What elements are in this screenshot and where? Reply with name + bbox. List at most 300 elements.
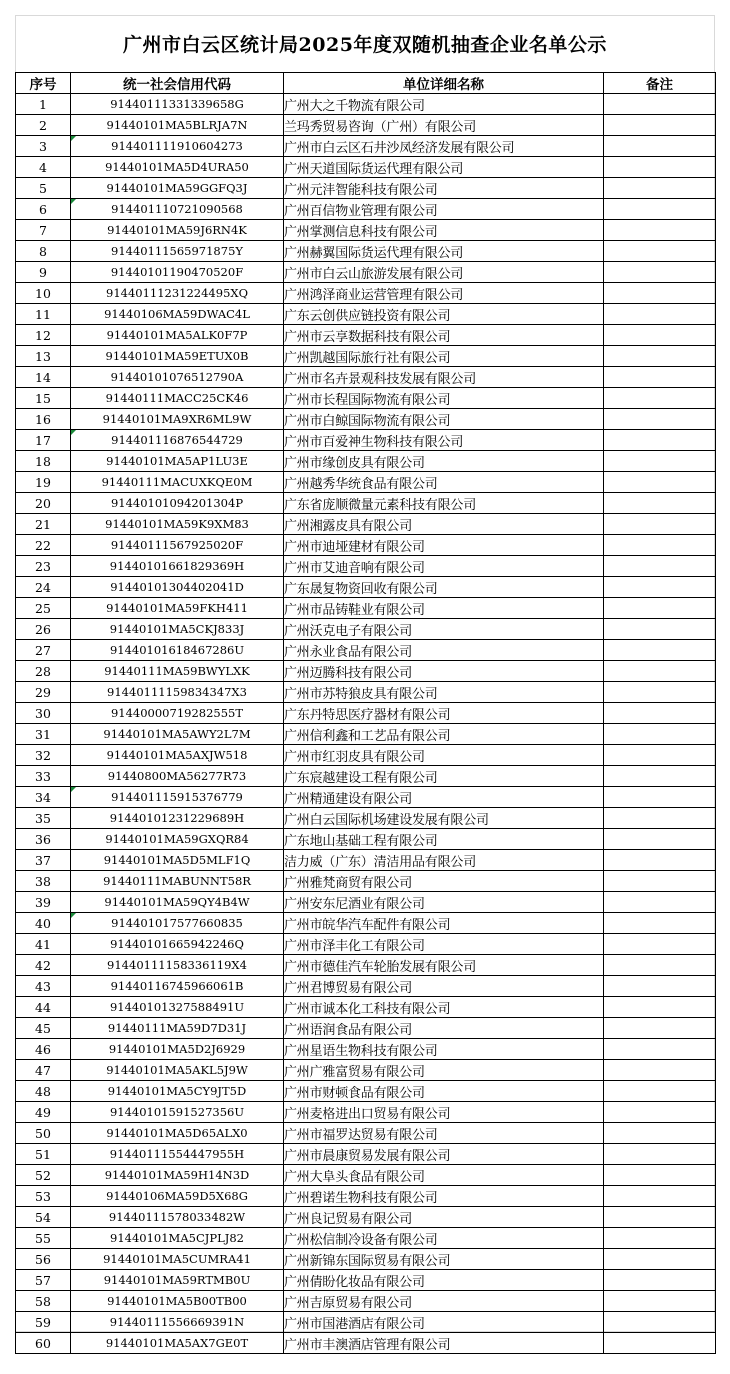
cell-note [604, 1291, 716, 1312]
credit-code-text: 91440101661829369H [110, 559, 244, 573]
cell-company-name: 广州市长程国际物流有限公司 [284, 388, 604, 409]
cell-company-name: 广州精通建设有限公司 [284, 787, 604, 808]
cell-note [604, 1333, 716, 1354]
table-row [16, 1081, 716, 1102]
cell-seq: 54 [16, 1207, 71, 1228]
cell-seq: 41 [16, 934, 71, 955]
cell-company-name: 广州新锦东国际贸易有限公司 [284, 1249, 604, 1270]
page-title: 广州市白云区统计局2025年度双随机抽查企业名单公示 [15, 15, 715, 71]
cell-seq: 13 [16, 346, 71, 367]
cell-company-name: 广州市泽丰化工有限公司 [284, 934, 604, 955]
cell-seq: 48 [16, 1081, 71, 1102]
cell-seq: 55 [16, 1228, 71, 1249]
cell-seq: 3 [16, 136, 71, 157]
cell-credit-code [71, 283, 284, 304]
cell-credit-code [71, 1102, 284, 1123]
credit-code-text: 91440101MA5BLRJA7N [107, 118, 248, 132]
cell-note [604, 703, 716, 724]
cell-seq: 32 [16, 745, 71, 766]
cell-credit-code [71, 325, 284, 346]
cell-seq: 34 [16, 787, 71, 808]
credit-code-text: 914401116876544729 [111, 433, 243, 447]
empty-row [16, 1354, 716, 1374]
cell-seq: 52 [16, 1165, 71, 1186]
cell-credit-code [71, 94, 284, 115]
credit-code-text: 91440101190470520F [111, 265, 243, 279]
cell-company-name: 洁力威（广东）清洁用品有限公司 [284, 850, 604, 871]
cell-credit-code [71, 430, 284, 451]
cell-seq: 57 [16, 1270, 71, 1291]
cell-seq: 17 [16, 430, 71, 451]
cell-company-name: 广东晟复物资回收有限公司 [284, 577, 604, 598]
cell-note [604, 745, 716, 766]
table-row [16, 913, 716, 934]
table-row [16, 997, 716, 1018]
credit-code-text: 91440101MA59RTMB0U [104, 1273, 251, 1287]
table-row [16, 367, 716, 388]
cell-note [604, 682, 716, 703]
credit-code-text: 91440101MA5AXJW518 [107, 748, 248, 762]
cell-note [604, 451, 716, 472]
credit-code-text: 914401017577660835 [111, 916, 243, 930]
table-row [16, 619, 716, 640]
cell-note [604, 661, 716, 682]
table-row [16, 1186, 716, 1207]
credit-code-text: 91440111556669391N [110, 1315, 244, 1329]
table-row [16, 514, 716, 535]
cell-comment-marker-icon [71, 787, 76, 792]
cell-note [604, 388, 716, 409]
credit-code-text: 91440101MA5AP1LU3E [106, 454, 248, 468]
cell-company-name: 广州沃克电子有限公司 [284, 619, 604, 640]
table-row [16, 577, 716, 598]
credit-code-text: 91440101MA9XR6ML9W [103, 412, 252, 426]
table-row [16, 682, 716, 703]
table-row [16, 934, 716, 955]
table-row [16, 976, 716, 997]
cell-company-name: 广州良记贸易有限公司 [284, 1207, 604, 1228]
cell-credit-code [71, 1081, 284, 1102]
cell-note [604, 1270, 716, 1291]
cell-note [604, 241, 716, 262]
header-note: 备注 [604, 73, 716, 94]
credit-code-text: 91440106MA59D5X68G [106, 1189, 248, 1203]
cell-seq: 25 [16, 598, 71, 619]
cell-seq: 49 [16, 1102, 71, 1123]
table-row [16, 178, 716, 199]
table-row [16, 157, 716, 178]
cell-credit-code [71, 976, 284, 997]
credit-code-text: 91440101MA5D5MLF1Q [104, 853, 251, 867]
cell-seq: 37 [16, 850, 71, 871]
cell-note [604, 493, 716, 514]
cell-company-name: 广州天道国际货运代理有限公司 [284, 157, 604, 178]
cell-credit-code [71, 367, 284, 388]
table-row [16, 1228, 716, 1249]
credit-code-text: 91440101MA5AWY2L7M [103, 727, 250, 741]
cell-credit-code [71, 577, 284, 598]
cell-note [604, 1312, 716, 1333]
cell-note [604, 934, 716, 955]
cell-seq: 12 [16, 325, 71, 346]
cell-credit-code [71, 724, 284, 745]
cell-note [604, 1102, 716, 1123]
cell-seq: 47 [16, 1060, 71, 1081]
cell-credit-code [71, 304, 284, 325]
credit-code-text: 91440111565971875Y [111, 244, 243, 258]
cell-company-name: 广州百信物业管理有限公司 [284, 199, 604, 220]
cell-seq: 7 [16, 220, 71, 241]
cell-seq: 24 [16, 577, 71, 598]
credit-code-text: 91440101MA59ETUX0B [106, 349, 249, 363]
credit-code-text: 91440101MA59FKH411 [106, 601, 248, 615]
cell-seq: 53 [16, 1186, 71, 1207]
table-row [16, 1165, 716, 1186]
cell-company-name: 广州倩盼化妆品有限公司 [284, 1270, 604, 1291]
cell-note [604, 325, 716, 346]
table-row [16, 283, 716, 304]
cell-seq: 19 [16, 472, 71, 493]
cell-company-name: 广州吉原贸易有限公司 [284, 1291, 604, 1312]
cell-credit-code [71, 1018, 284, 1039]
cell-company-name: 广州白云国际机场建设发展有限公司 [284, 808, 604, 829]
cell-note [604, 262, 716, 283]
table-row [16, 1039, 716, 1060]
cell-company-name: 广州大阜头食品有限公司 [284, 1165, 604, 1186]
cell-note [604, 724, 716, 745]
credit-code-text: 91440111231224495XQ [106, 286, 248, 300]
cell-company-name: 广州迈腾科技有限公司 [284, 661, 604, 682]
cell-seq: 40 [16, 913, 71, 934]
cell-note [604, 535, 716, 556]
table-row [16, 1270, 716, 1291]
credit-code-text: 91440101076512790A [111, 370, 244, 384]
cell-company-name: 广州信利鑫和工艺品有限公司 [284, 724, 604, 745]
cell-seq: 21 [16, 514, 71, 535]
credit-code-text: 91440111331339658G [110, 97, 244, 111]
credit-code-text: 91440101MA5AKL5J9W [106, 1063, 248, 1077]
cell-company-name: 广州赫翼国际货运代理有限公司 [284, 241, 604, 262]
table-row [16, 1144, 716, 1165]
credit-code-text: 91440101304402041D [110, 580, 244, 594]
cell-note [604, 577, 716, 598]
cell-credit-code [71, 388, 284, 409]
credit-code-text: 91440000719282555T [111, 706, 243, 720]
cell-company-name: 广州市白云山旅游发展有限公司 [284, 262, 604, 283]
credit-code-text: 914401115915376779 [111, 790, 243, 804]
cell-company-name: 广州市缘创皮具有限公司 [284, 451, 604, 472]
credit-code-text: 91440111MACC25CK46 [106, 391, 249, 405]
cell-company-name: 广州市苏特狼皮具有限公司 [284, 682, 604, 703]
table-row [16, 1312, 716, 1333]
cell-company-name: 广州湘露皮具有限公司 [284, 514, 604, 535]
table-row [16, 871, 716, 892]
cell-note [604, 871, 716, 892]
cell-company-name: 广东地山基础工程有限公司 [284, 829, 604, 850]
cell-company-name: 广州市国港酒店有限公司 [284, 1312, 604, 1333]
credit-code-text: 91440101MA5AX7GE0T [106, 1336, 248, 1350]
cell-credit-code [71, 262, 284, 283]
table-header-row [16, 73, 716, 94]
cell-note [604, 430, 716, 451]
cell-company-name: 广东宸越建设工程有限公司 [284, 766, 604, 787]
cell-company-name: 广东丹特思医疗器材有限公司 [284, 703, 604, 724]
cell-note [604, 94, 716, 115]
table-row [16, 493, 716, 514]
credit-code-text: 91440106MA59DWAC4L [104, 307, 250, 321]
cell-credit-code [71, 871, 284, 892]
credit-code-text: 91440111MABUNNT58R [103, 874, 251, 888]
credit-code-text: 91440101MA59J6RN4K [107, 223, 247, 237]
cell-credit-code [71, 997, 284, 1018]
cell-credit-code [71, 682, 284, 703]
cell-seq: 35 [16, 808, 71, 829]
cell-seq: 27 [16, 640, 71, 661]
table-row [16, 598, 716, 619]
cell-seq: 20 [16, 493, 71, 514]
cell-seq: 11 [16, 304, 71, 325]
cell-company-name: 广州掌测信息科技有限公司 [284, 220, 604, 241]
cell-note [604, 1165, 716, 1186]
cell-credit-code [71, 493, 284, 514]
cell-credit-code [71, 934, 284, 955]
table-row [16, 388, 716, 409]
cell-company-name: 广州市诚本化工科技有限公司 [284, 997, 604, 1018]
cell-company-name: 广州市皖华汽车配件有限公司 [284, 913, 604, 934]
cell-note [604, 514, 716, 535]
cell-company-name: 广州市品铸鞋业有限公司 [284, 598, 604, 619]
cell-credit-code [71, 766, 284, 787]
header-company-name: 单位详细名称 [284, 73, 604, 94]
cell-seq: 56 [16, 1249, 71, 1270]
table-row [16, 241, 716, 262]
cell-seq: 31 [16, 724, 71, 745]
cell-seq: 26 [16, 619, 71, 640]
cell-seq: 39 [16, 892, 71, 913]
cell-credit-code [71, 514, 284, 535]
cell-seq: 9 [16, 262, 71, 283]
table-row [16, 451, 716, 472]
cell-seq: 5 [16, 178, 71, 199]
credit-code-text: 91440101MA5CKJ833J [110, 622, 245, 636]
cell-credit-code [71, 829, 284, 850]
table-row [16, 661, 716, 682]
cell-note [604, 556, 716, 577]
cell-note [604, 1186, 716, 1207]
cell-company-name: 兰玛秀贸易咨询（广州）有限公司 [284, 115, 604, 136]
cell-seq: 44 [16, 997, 71, 1018]
credit-code-text: 91440111MA59BWYLXK [104, 664, 250, 678]
table-row [16, 850, 716, 871]
cell-credit-code [71, 1291, 284, 1312]
cell-seq: 30 [16, 703, 71, 724]
credit-code-text: 91440101MA5D65ALX0 [106, 1126, 247, 1140]
cell-credit-code [71, 808, 284, 829]
cell-credit-code [71, 220, 284, 241]
cell-note [604, 850, 716, 871]
cell-company-name: 广州元沣智能科技有限公司 [284, 178, 604, 199]
table-row [16, 703, 716, 724]
cell-note [604, 1081, 716, 1102]
cell-company-name: 广州市白鲸国际物流有限公司 [284, 409, 604, 430]
header-credit-code: 统一社会信用代码 [71, 73, 284, 94]
cell-credit-code [71, 1312, 284, 1333]
cell-note [604, 136, 716, 157]
credit-code-text: 91440101MA5D2J6929 [109, 1042, 245, 1056]
cell-note [604, 304, 716, 325]
cell-note [604, 1039, 716, 1060]
cell-company-name: 广东省庞顺微量元素科技有限公司 [284, 493, 604, 514]
cell-note [604, 1060, 716, 1081]
table-row [16, 325, 716, 346]
cell-seq: 8 [16, 241, 71, 262]
cell-note [604, 178, 716, 199]
table-row [16, 745, 716, 766]
cell-credit-code [71, 115, 284, 136]
cell-credit-code [71, 1144, 284, 1165]
table-row [16, 199, 716, 220]
cell-note [604, 1144, 716, 1165]
cell-company-name: 广州市名卉景观科技发展有限公司 [284, 367, 604, 388]
cell-credit-code [71, 535, 284, 556]
cell-note [604, 1207, 716, 1228]
cell-credit-code [71, 199, 284, 220]
cell-seq: 22 [16, 535, 71, 556]
cell-note [604, 913, 716, 934]
cell-comment-marker-icon [71, 913, 76, 918]
cell-seq: 45 [16, 1018, 71, 1039]
cell-seq: 6 [16, 199, 71, 220]
cell-note [604, 115, 716, 136]
table-row [16, 724, 716, 745]
cell-company-name: 广州越秀华统食品有限公司 [284, 472, 604, 493]
cell-note [604, 1018, 716, 1039]
cell-seq: 33 [16, 766, 71, 787]
cell-comment-marker-icon [71, 199, 76, 204]
cell-seq: 43 [16, 976, 71, 997]
cell-credit-code [71, 1270, 284, 1291]
cell-credit-code [71, 136, 284, 157]
cell-credit-code [71, 661, 284, 682]
table-row [16, 1207, 716, 1228]
cell-company-name: 广州麦格进出口贸易有限公司 [284, 1102, 604, 1123]
table-row [16, 304, 716, 325]
credit-code-text: 91440111567925020F [111, 538, 243, 552]
cell-credit-code [71, 1249, 284, 1270]
cell-seq: 10 [16, 283, 71, 304]
table-row [16, 535, 716, 556]
cell-credit-code [71, 598, 284, 619]
cell-credit-code [71, 178, 284, 199]
credit-code-text: 91440101MA59H14N3D [105, 1168, 250, 1182]
credit-code-text: 91440101MA5CY9JT5D [108, 1084, 246, 1098]
credit-code-text: 914401111910604273 [111, 139, 243, 153]
table-row [16, 409, 716, 430]
cell-note [604, 976, 716, 997]
credit-code-text: 91440101591527356U [110, 1105, 244, 1119]
cell-company-name: 广州鸿泽商业运营管理有限公司 [284, 283, 604, 304]
cell-company-name: 广州大之千物流有限公司 [284, 94, 604, 115]
cell-credit-code [71, 892, 284, 913]
cell-credit-code [71, 1039, 284, 1060]
credit-code-text: 91440101094201304P [111, 496, 243, 510]
cell-note [604, 766, 716, 787]
cell-seq: 29 [16, 682, 71, 703]
table-row [16, 472, 716, 493]
credit-code-text: 91440101MA5B00TB00 [107, 1294, 247, 1308]
cell-company-name: 广州碧诺生物科技有限公司 [284, 1186, 604, 1207]
cell-note [604, 283, 716, 304]
cell-note [604, 598, 716, 619]
credit-code-text: 91440101MA59GXQR84 [105, 832, 248, 846]
empty-cell [604, 1354, 716, 1374]
credit-code-text: 91440101MA59GGFQ3J [107, 181, 248, 195]
table-row [16, 1333, 716, 1354]
table-row [16, 262, 716, 283]
credit-code-text: 91440101665942246Q [110, 937, 244, 951]
cell-seq: 42 [16, 955, 71, 976]
cell-company-name: 广州市云享数据科技有限公司 [284, 325, 604, 346]
cell-credit-code [71, 745, 284, 766]
cell-credit-code [71, 409, 284, 430]
cell-note [604, 1249, 716, 1270]
cell-credit-code [71, 1123, 284, 1144]
cell-seq: 14 [16, 367, 71, 388]
empty-cell [71, 1354, 284, 1374]
credit-code-text: 91440101MA5CUMRA41 [103, 1252, 251, 1266]
cell-company-name: 广东云创供应链投资有限公司 [284, 304, 604, 325]
cell-credit-code [71, 1333, 284, 1354]
cell-credit-code [71, 472, 284, 493]
cell-seq: 18 [16, 451, 71, 472]
table-row [16, 1123, 716, 1144]
table-row [16, 94, 716, 115]
table-row [16, 220, 716, 241]
table-row [16, 430, 716, 451]
credit-code-text: 91440101231229689H [110, 811, 244, 825]
cell-note [604, 829, 716, 850]
cell-note [604, 367, 716, 388]
empty-cell [284, 1354, 604, 1374]
cell-company-name: 广州市红羽皮具有限公司 [284, 745, 604, 766]
cell-company-name: 广州语润食品有限公司 [284, 1018, 604, 1039]
credit-code-text: 91440116745966061B [111, 979, 244, 993]
cell-company-name: 广州雅梵商贸有限公司 [284, 871, 604, 892]
table-row [16, 829, 716, 850]
table-row [16, 1060, 716, 1081]
credit-code-text: 91440101MA59K9XM83 [105, 517, 249, 531]
credit-code-text: 91440101MA5ALK0F7P [107, 328, 248, 342]
cell-credit-code [71, 1186, 284, 1207]
cell-note [604, 787, 716, 808]
cell-credit-code [71, 913, 284, 934]
cell-note [604, 157, 716, 178]
cell-company-name: 广州松信制冷设备有限公司 [284, 1228, 604, 1249]
cell-credit-code [71, 703, 284, 724]
credit-code-text: 91440111554447955H [110, 1147, 244, 1161]
cell-seq: 2 [16, 115, 71, 136]
table-row [16, 1291, 716, 1312]
header-seq: 序号 [16, 73, 71, 94]
credit-code-text: 91440800MA56277R73 [108, 769, 247, 783]
cell-seq: 4 [16, 157, 71, 178]
cell-seq: 15 [16, 388, 71, 409]
credit-code-text: 91440111MACUXKQE0M [102, 475, 253, 489]
cell-credit-code [71, 451, 284, 472]
cell-credit-code [71, 787, 284, 808]
cell-note [604, 892, 716, 913]
table-row [16, 787, 716, 808]
